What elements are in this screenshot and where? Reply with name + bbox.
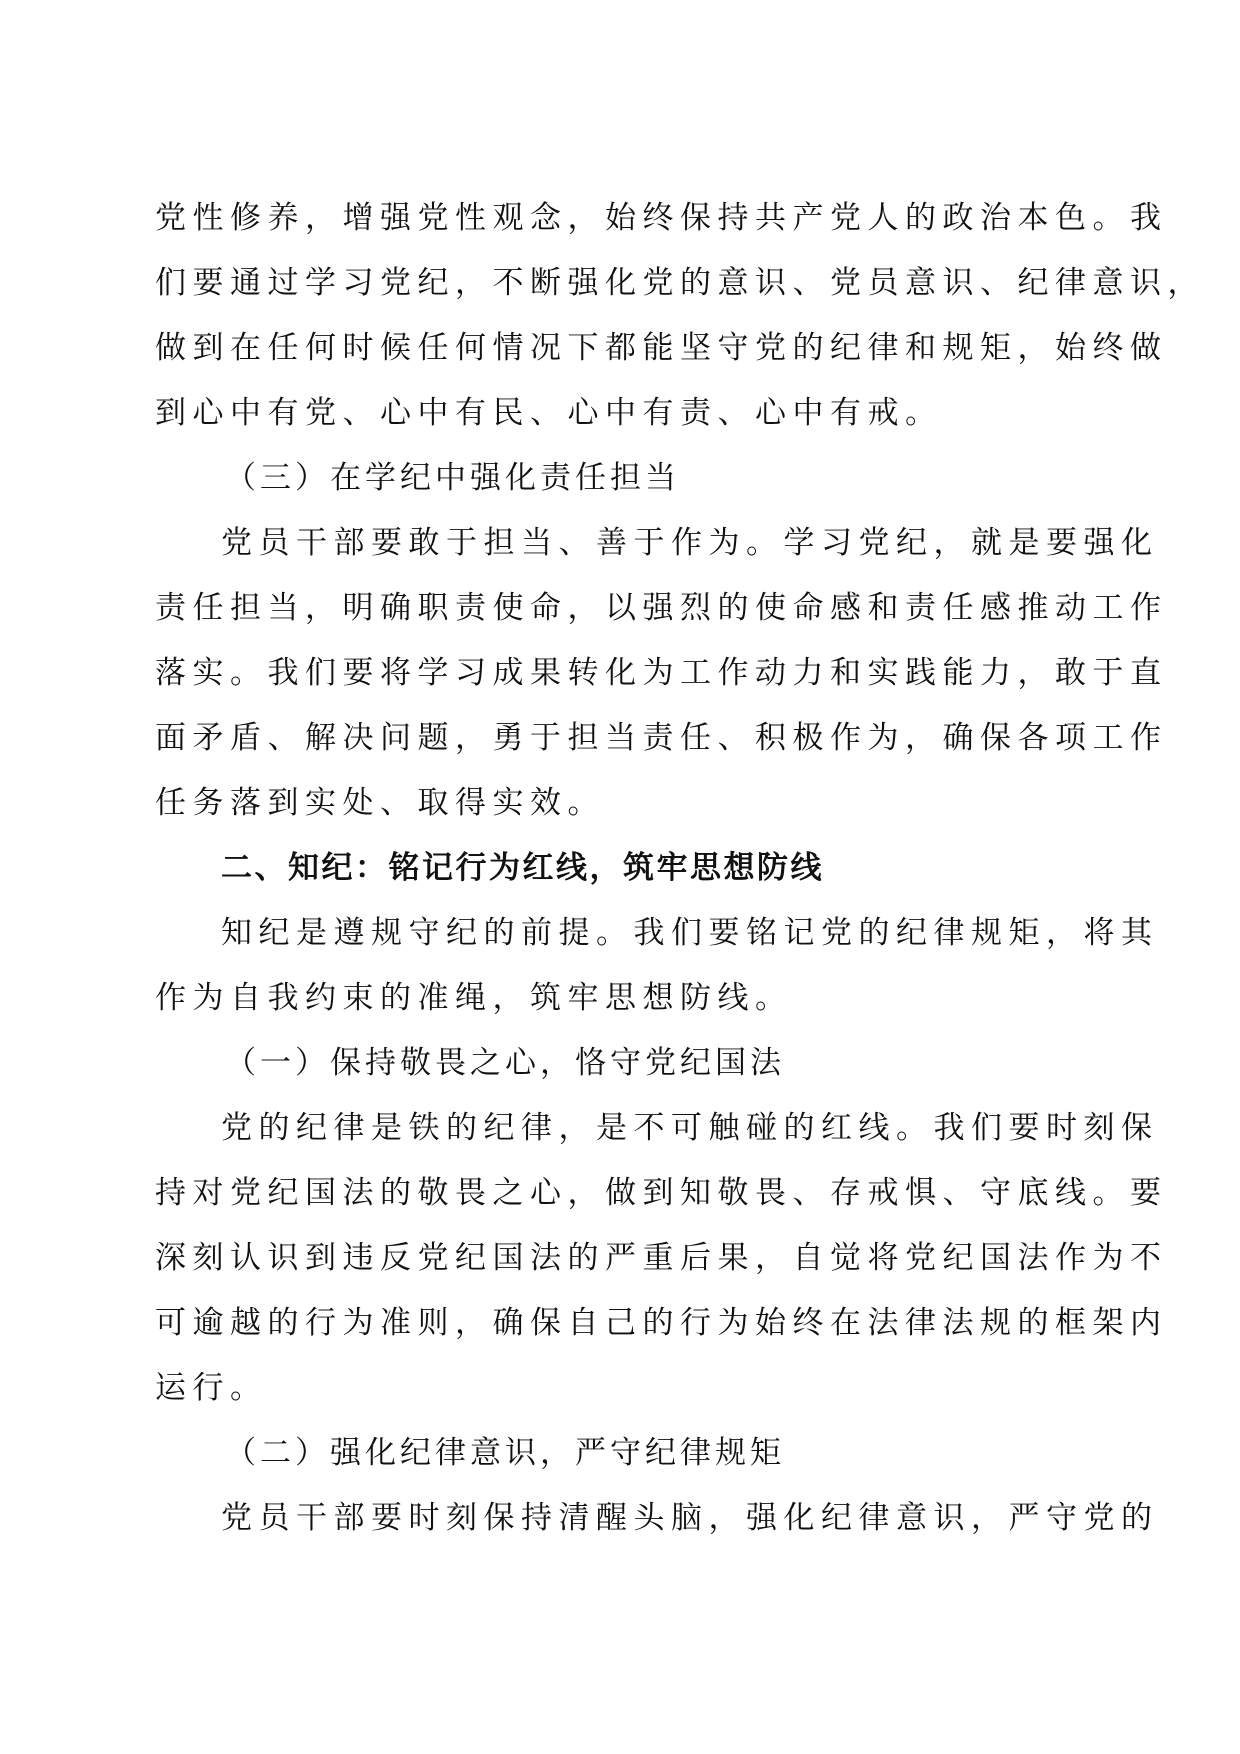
paragraph-reverence: [155, 1096, 1168, 1421]
subheading-three: （三）在学纪中强化责任担当: [225, 460, 680, 496]
text-line: 到心中有党、心中有民、心中有责、心中有戒。: [155, 395, 943, 431]
text-line: 面矛盾、解决问题，勇于担当责任、积极作为，确保各项工作: [155, 720, 1168, 756]
section-heading: 二、知纪：铭记行为红线，筑牢思想防线: [221, 850, 824, 886]
text-line: 党员干部要时刻保持清醒头脑，强化纪律意识，严守党的: [221, 1500, 1159, 1536]
subheading-one: （一）保持敬畏之心，恪守党纪国法: [225, 1045, 785, 1081]
text-line: 运行。: [155, 1370, 268, 1406]
text-line: 知纪是遵规守纪的前提。我们要铭记党的纪律规矩，将其: [221, 915, 1159, 951]
text-line: 做到在任何时候任何情况下都能坚守党的纪律和规矩，始终做: [155, 330, 1168, 366]
text-line: 党性修养，增强党性观念，始终保持共产党人的政治本色。我: [155, 200, 1168, 236]
text-line: 任务落到实处、取得实效。: [155, 785, 605, 821]
text-line: 党员干部要敢于担当、善于作为。学习党纪，就是要强化: [221, 525, 1159, 561]
document-page: [155, 186, 1205, 1551]
paragraph-responsibility: [155, 511, 1168, 836]
text-line: 责任担当，明确职责使命，以强烈的使命感和责任感推动工作: [155, 590, 1168, 626]
text-line: 们要通过学习党纪，不断强化党的意识、党员意识、纪律意识，: [155, 265, 1205, 301]
text-line: 持对党纪国法的敬畏之心，做到知敬畏、存戒惧、守底线。要: [155, 1175, 1168, 1211]
paragraph-discipline-awareness: [155, 1486, 1159, 1551]
text-line: 作为自我约束的准绳，筑牢思想防线。: [155, 980, 793, 1016]
paragraph-know-discipline: [155, 901, 1159, 1031]
text-line: 落实。我们要将学习成果转化为工作动力和实践能力，敢于直: [155, 655, 1168, 691]
text-line: 可逾越的行为准则，确保自己的行为始终在法律法规的框架内: [155, 1305, 1168, 1341]
subheading-two: （二）强化纪律意识，严守纪律规矩: [225, 1435, 785, 1471]
text-line: 深刻认识到违反党纪国法的严重后果，自觉将党纪国法作为不: [155, 1240, 1168, 1276]
text-line: 党的纪律是铁的纪律，是不可触碰的红线。我们要时刻保: [221, 1110, 1159, 1146]
paragraph-continued: [155, 186, 1205, 446]
